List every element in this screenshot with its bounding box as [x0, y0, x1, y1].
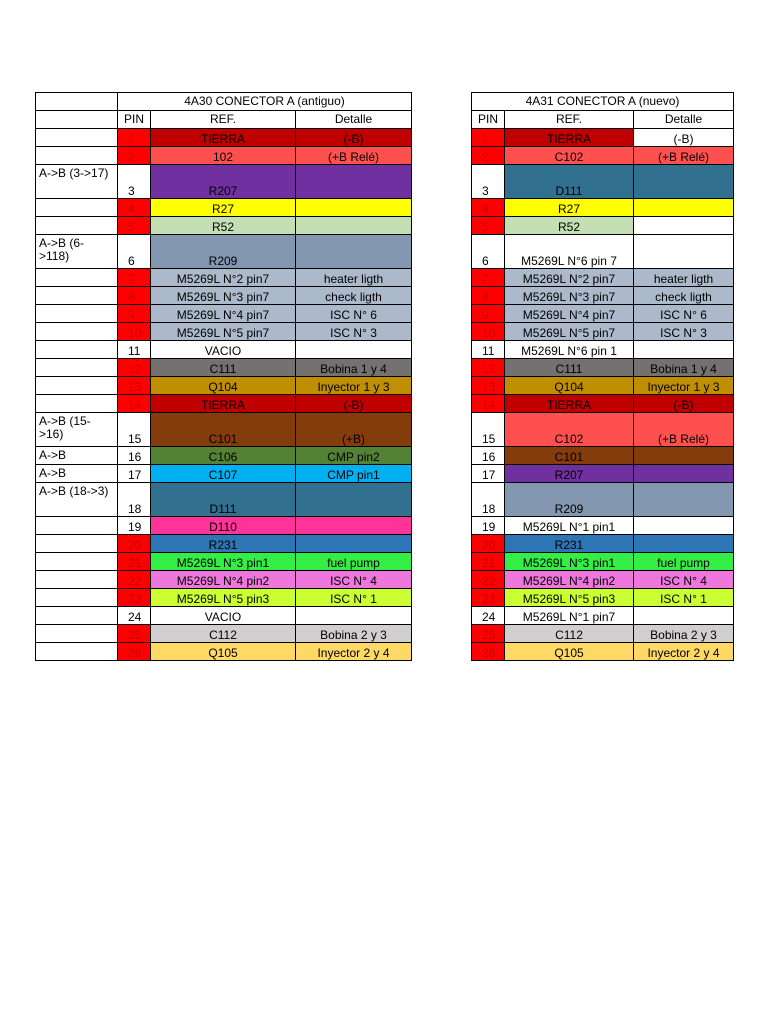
detail-cell: Bobina 1 y 4 [296, 359, 412, 377]
table-row [472, 535, 734, 553]
ref-cell: R52 [151, 217, 296, 235]
detail-cell: (+B Relé) [296, 147, 412, 165]
header-pin: PIN [118, 111, 151, 129]
pin-cell: 20 [472, 535, 505, 553]
table-row [472, 199, 734, 217]
table-row [36, 395, 412, 413]
pin-cell: 2 [472, 147, 505, 165]
bridge-note-cell: A->B (18->3) [36, 483, 118, 517]
table-row [472, 147, 734, 165]
ref-cell: M5269L N°4 pin2 [151, 571, 296, 589]
detail-cell: Inyector 2 y 4 [634, 643, 734, 661]
table-row [36, 287, 412, 305]
ref-cell: C102 [505, 147, 634, 165]
table-row [472, 553, 734, 571]
detail-cell [296, 483, 412, 517]
ref-cell: Q105 [151, 643, 296, 661]
detail-cell [296, 217, 412, 235]
bridge-note-cell [36, 535, 118, 553]
pin-cell: 25 [118, 625, 151, 643]
detail-cell: Bobina 2 y 3 [634, 625, 734, 643]
ref-cell: M5269L N°1 pin7 [505, 607, 634, 625]
ref-cell: C111 [505, 359, 634, 377]
ref-cell: VACIO [151, 341, 296, 359]
detail-cell: ISC N° 1 [296, 589, 412, 607]
ref-cell: C111 [151, 359, 296, 377]
pin-cell: 8 [118, 287, 151, 305]
pin-cell: 16 [118, 447, 151, 465]
detail-cell [634, 535, 734, 553]
ref-cell: D111 [505, 165, 634, 199]
pin-cell: 1 [472, 129, 505, 147]
pin-cell: 17 [118, 465, 151, 483]
table-row [472, 269, 734, 287]
table-row [472, 217, 734, 235]
table-title: 4A31 CONECTOR A (nuevo) [472, 93, 734, 111]
detail-cell [296, 517, 412, 535]
table-row [36, 323, 412, 341]
bridge-note-cell [36, 147, 118, 165]
ref-cell: M5269L N°5 pin3 [505, 589, 634, 607]
bridge-note-cell [36, 287, 118, 305]
detail-cell: ISC N° 4 [634, 571, 734, 589]
detail-cell [296, 235, 412, 269]
table-row [36, 589, 412, 607]
pin-cell: 10 [118, 323, 151, 341]
pin-cell: 5 [118, 217, 151, 235]
ref-cell: TIERRA [151, 395, 296, 413]
bridge-note-cell [36, 217, 118, 235]
ref-cell: 102 [151, 147, 296, 165]
pin-cell: 10 [472, 323, 505, 341]
pin-cell: 11 [118, 341, 151, 359]
detail-cell: (-B) [634, 395, 734, 413]
pin-cell: 9 [472, 305, 505, 323]
ref-cell: R209 [151, 235, 296, 269]
table-row [36, 483, 412, 517]
pin-cell: 1 [118, 129, 151, 147]
table-row [36, 359, 412, 377]
table-row [472, 341, 734, 359]
pin-cell: 24 [472, 607, 505, 625]
table-row [472, 483, 734, 517]
ref-cell: M5269L N°2 pin7 [151, 269, 296, 287]
detail-cell [634, 447, 734, 465]
ref-cell: C102 [505, 413, 634, 447]
pin-cell: 23 [472, 589, 505, 607]
header-detail: Detalle [634, 111, 734, 129]
ref-cell: C107 [151, 465, 296, 483]
ref-cell: Q104 [505, 377, 634, 395]
bridge-note-cell [36, 129, 118, 147]
pin-cell: 25 [472, 625, 505, 643]
table-row [36, 305, 412, 323]
table-row [36, 517, 412, 535]
table-row [36, 129, 412, 147]
table-row [472, 571, 734, 589]
detail-cell [634, 517, 734, 535]
bridge-note-cell [36, 269, 118, 287]
pin-cell: 11 [472, 341, 505, 359]
ref-cell: M5269L N°3 pin7 [151, 287, 296, 305]
detail-cell [634, 483, 734, 517]
ref-cell: M5269L N°4 pin7 [505, 305, 634, 323]
detail-cell: Inyector 1 y 3 [634, 377, 734, 395]
ref-cell: M5269L N°5 pin7 [505, 323, 634, 341]
bridge-note-cell [36, 359, 118, 377]
pin-cell: 22 [472, 571, 505, 589]
detail-cell: Inyector 2 y 4 [296, 643, 412, 661]
table-row [36, 625, 412, 643]
pin-cell: 18 [118, 483, 151, 517]
connector-a-old-table [35, 92, 412, 661]
pin-cell: 21 [118, 553, 151, 571]
ref-cell: M5269L N°6 pin 1 [505, 341, 634, 359]
bridge-note-cell: A->B [36, 465, 118, 483]
pin-cell: 21 [472, 553, 505, 571]
ref-cell: M5269L N°4 pin7 [151, 305, 296, 323]
table-row [36, 165, 412, 199]
bridge-note-cell [36, 377, 118, 395]
table-row [36, 377, 412, 395]
pin-cell: 13 [472, 377, 505, 395]
pin-cell: 19 [118, 517, 151, 535]
detail-cell: fuel pump [634, 553, 734, 571]
ref-cell: M5269L N°3 pin1 [505, 553, 634, 571]
detail-cell [296, 165, 412, 199]
table-row [472, 305, 734, 323]
blank-header-cell [36, 111, 118, 129]
pin-cell: 22 [118, 571, 151, 589]
header-ref: REF. [505, 111, 634, 129]
table-row [36, 643, 412, 661]
detail-cell [296, 341, 412, 359]
ref-cell: R231 [151, 535, 296, 553]
pin-cell: 8 [472, 287, 505, 305]
table-row [36, 269, 412, 287]
pin-cell: 6 [472, 235, 505, 269]
pin-cell: 7 [118, 269, 151, 287]
ref-cell: R27 [505, 199, 634, 217]
ref-cell: M5269L N°5 pin3 [151, 589, 296, 607]
bridge-note-cell [36, 305, 118, 323]
detail-cell [634, 235, 734, 269]
pin-cell: 26 [472, 643, 505, 661]
ref-cell: Q104 [151, 377, 296, 395]
ref-cell: TIERRA [151, 129, 296, 147]
pin-cell: 12 [472, 359, 505, 377]
detail-cell: ISC N° 3 [296, 323, 412, 341]
header-pin: PIN [472, 111, 505, 129]
detail-cell [296, 535, 412, 553]
ref-cell: C101 [505, 447, 634, 465]
pin-cell: 26 [118, 643, 151, 661]
detail-cell: check ligth [296, 287, 412, 305]
detail-cell: (-B) [296, 395, 412, 413]
table-row [472, 235, 734, 269]
table-row [36, 465, 412, 483]
bridge-note-cell [36, 607, 118, 625]
bridge-note-cell: A->B [36, 447, 118, 465]
detail-cell: ISC N° 6 [296, 305, 412, 323]
pin-cell: 2 [118, 147, 151, 165]
ref-cell: M5269L N°6 pin 7 [505, 235, 634, 269]
ref-cell: M5269L N°3 pin1 [151, 553, 296, 571]
table-row [36, 607, 412, 625]
table-row [36, 553, 412, 571]
pin-cell: 15 [118, 413, 151, 447]
detail-cell: ISC N° 4 [296, 571, 412, 589]
pin-cell: 7 [472, 269, 505, 287]
ref-cell: C106 [151, 447, 296, 465]
detail-cell: CMP pin1 [296, 465, 412, 483]
table-row [472, 465, 734, 483]
detail-cell: CMP pin2 [296, 447, 412, 465]
detail-cell [634, 465, 734, 483]
detail-cell: Inyector 1 y 3 [296, 377, 412, 395]
table-row [472, 589, 734, 607]
detail-cell: fuel pump [296, 553, 412, 571]
ref-cell: VACIO [151, 607, 296, 625]
ref-cell: R52 [505, 217, 634, 235]
detail-cell: (+B Relé) [634, 147, 734, 165]
pin-cell: 19 [472, 517, 505, 535]
table-row [472, 607, 734, 625]
detail-cell: check ligth [634, 287, 734, 305]
ref-cell: M5269L N°5 pin7 [151, 323, 296, 341]
ref-cell: R27 [151, 199, 296, 217]
header-ref: REF. [151, 111, 296, 129]
bridge-note-cell [36, 625, 118, 643]
pin-cell: 16 [472, 447, 505, 465]
table-title: 4A30 CONECTOR A (antiguo) [118, 93, 412, 111]
table-row [472, 643, 734, 661]
pin-cell: 13 [118, 377, 151, 395]
ref-cell: TIERRA [505, 395, 634, 413]
connector-a-new-table [471, 92, 734, 661]
ref-cell: R207 [151, 165, 296, 199]
table-row [472, 129, 734, 147]
detail-cell [634, 341, 734, 359]
detail-cell: ISC N° 3 [634, 323, 734, 341]
table-row [36, 199, 412, 217]
header-detail: Detalle [296, 111, 412, 129]
table-row [36, 217, 412, 235]
bridge-note-cell [36, 395, 118, 413]
ref-cell: D111 [151, 483, 296, 517]
blank-corner-cell [36, 93, 118, 111]
detail-cell: Bobina 2 y 3 [296, 625, 412, 643]
pin-cell: 20 [118, 535, 151, 553]
bridge-note-cell [36, 553, 118, 571]
bridge-note-cell [36, 341, 118, 359]
table-row [472, 323, 734, 341]
table-row [472, 165, 734, 199]
pin-cell: 24 [118, 607, 151, 625]
detail-cell [634, 199, 734, 217]
detail-cell: (-B) [296, 129, 412, 147]
ref-cell: R207 [505, 465, 634, 483]
bridge-note-cell [36, 517, 118, 535]
bridge-note-cell [36, 323, 118, 341]
detail-cell: (+B Relé) [634, 413, 734, 447]
pin-cell: 4 [472, 199, 505, 217]
table-row [472, 517, 734, 535]
table-row [472, 413, 734, 447]
pin-cell: 12 [118, 359, 151, 377]
table-row [36, 447, 412, 465]
ref-cell: TIERRA [505, 129, 634, 147]
pin-cell: 4 [118, 199, 151, 217]
pin-cell: 14 [472, 395, 505, 413]
table-row [472, 625, 734, 643]
detail-cell [634, 217, 734, 235]
detail-cell: (+B) [296, 413, 412, 447]
detail-cell: heater ligth [296, 269, 412, 287]
bridge-note-cell: A->B (15->16) [36, 413, 118, 447]
detail-cell: (-B) [634, 129, 734, 147]
pin-cell: 6 [118, 235, 151, 269]
table-row [36, 413, 412, 447]
detail-cell [634, 607, 734, 625]
ref-cell: C101 [151, 413, 296, 447]
bridge-note-cell [36, 643, 118, 661]
detail-cell [634, 165, 734, 199]
bridge-note-cell [36, 199, 118, 217]
table-row [36, 147, 412, 165]
ref-cell: R209 [505, 483, 634, 517]
pin-cell: 5 [472, 217, 505, 235]
ref-cell: C112 [505, 625, 634, 643]
pin-cell: 14 [118, 395, 151, 413]
pin-cell: 17 [472, 465, 505, 483]
detail-cell: heater ligth [634, 269, 734, 287]
detail-cell: Bobina 1 y 4 [634, 359, 734, 377]
detail-cell: ISC N° 6 [634, 305, 734, 323]
table-row [36, 535, 412, 553]
table-row [472, 359, 734, 377]
ref-cell: R231 [505, 535, 634, 553]
table-row [36, 341, 412, 359]
bridge-note-cell: A->B (3->17) [36, 165, 118, 199]
table-row [472, 447, 734, 465]
bridge-note-cell: A->B (6->118) [36, 235, 118, 269]
table-row [472, 377, 734, 395]
pin-cell: 9 [118, 305, 151, 323]
detail-cell: ISC N° 1 [634, 589, 734, 607]
ref-cell: M5269L N°3 pin7 [505, 287, 634, 305]
ref-cell: M5269L N°4 pin2 [505, 571, 634, 589]
pin-cell: 23 [118, 589, 151, 607]
ref-cell: C112 [151, 625, 296, 643]
ref-cell: M5269L N°1 pin1 [505, 517, 634, 535]
ref-cell: D110 [151, 517, 296, 535]
table-row [472, 287, 734, 305]
table-row [36, 571, 412, 589]
ref-cell: M5269L N°2 pin7 [505, 269, 634, 287]
pin-cell: 18 [472, 483, 505, 517]
detail-cell [296, 607, 412, 625]
detail-cell [296, 199, 412, 217]
pin-cell: 15 [472, 413, 505, 447]
ref-cell: Q105 [505, 643, 634, 661]
bridge-note-cell [36, 589, 118, 607]
table-row [36, 235, 412, 269]
table-row [472, 395, 734, 413]
pin-cell: 3 [118, 165, 151, 199]
bridge-note-cell [36, 571, 118, 589]
pin-cell: 3 [472, 165, 505, 199]
